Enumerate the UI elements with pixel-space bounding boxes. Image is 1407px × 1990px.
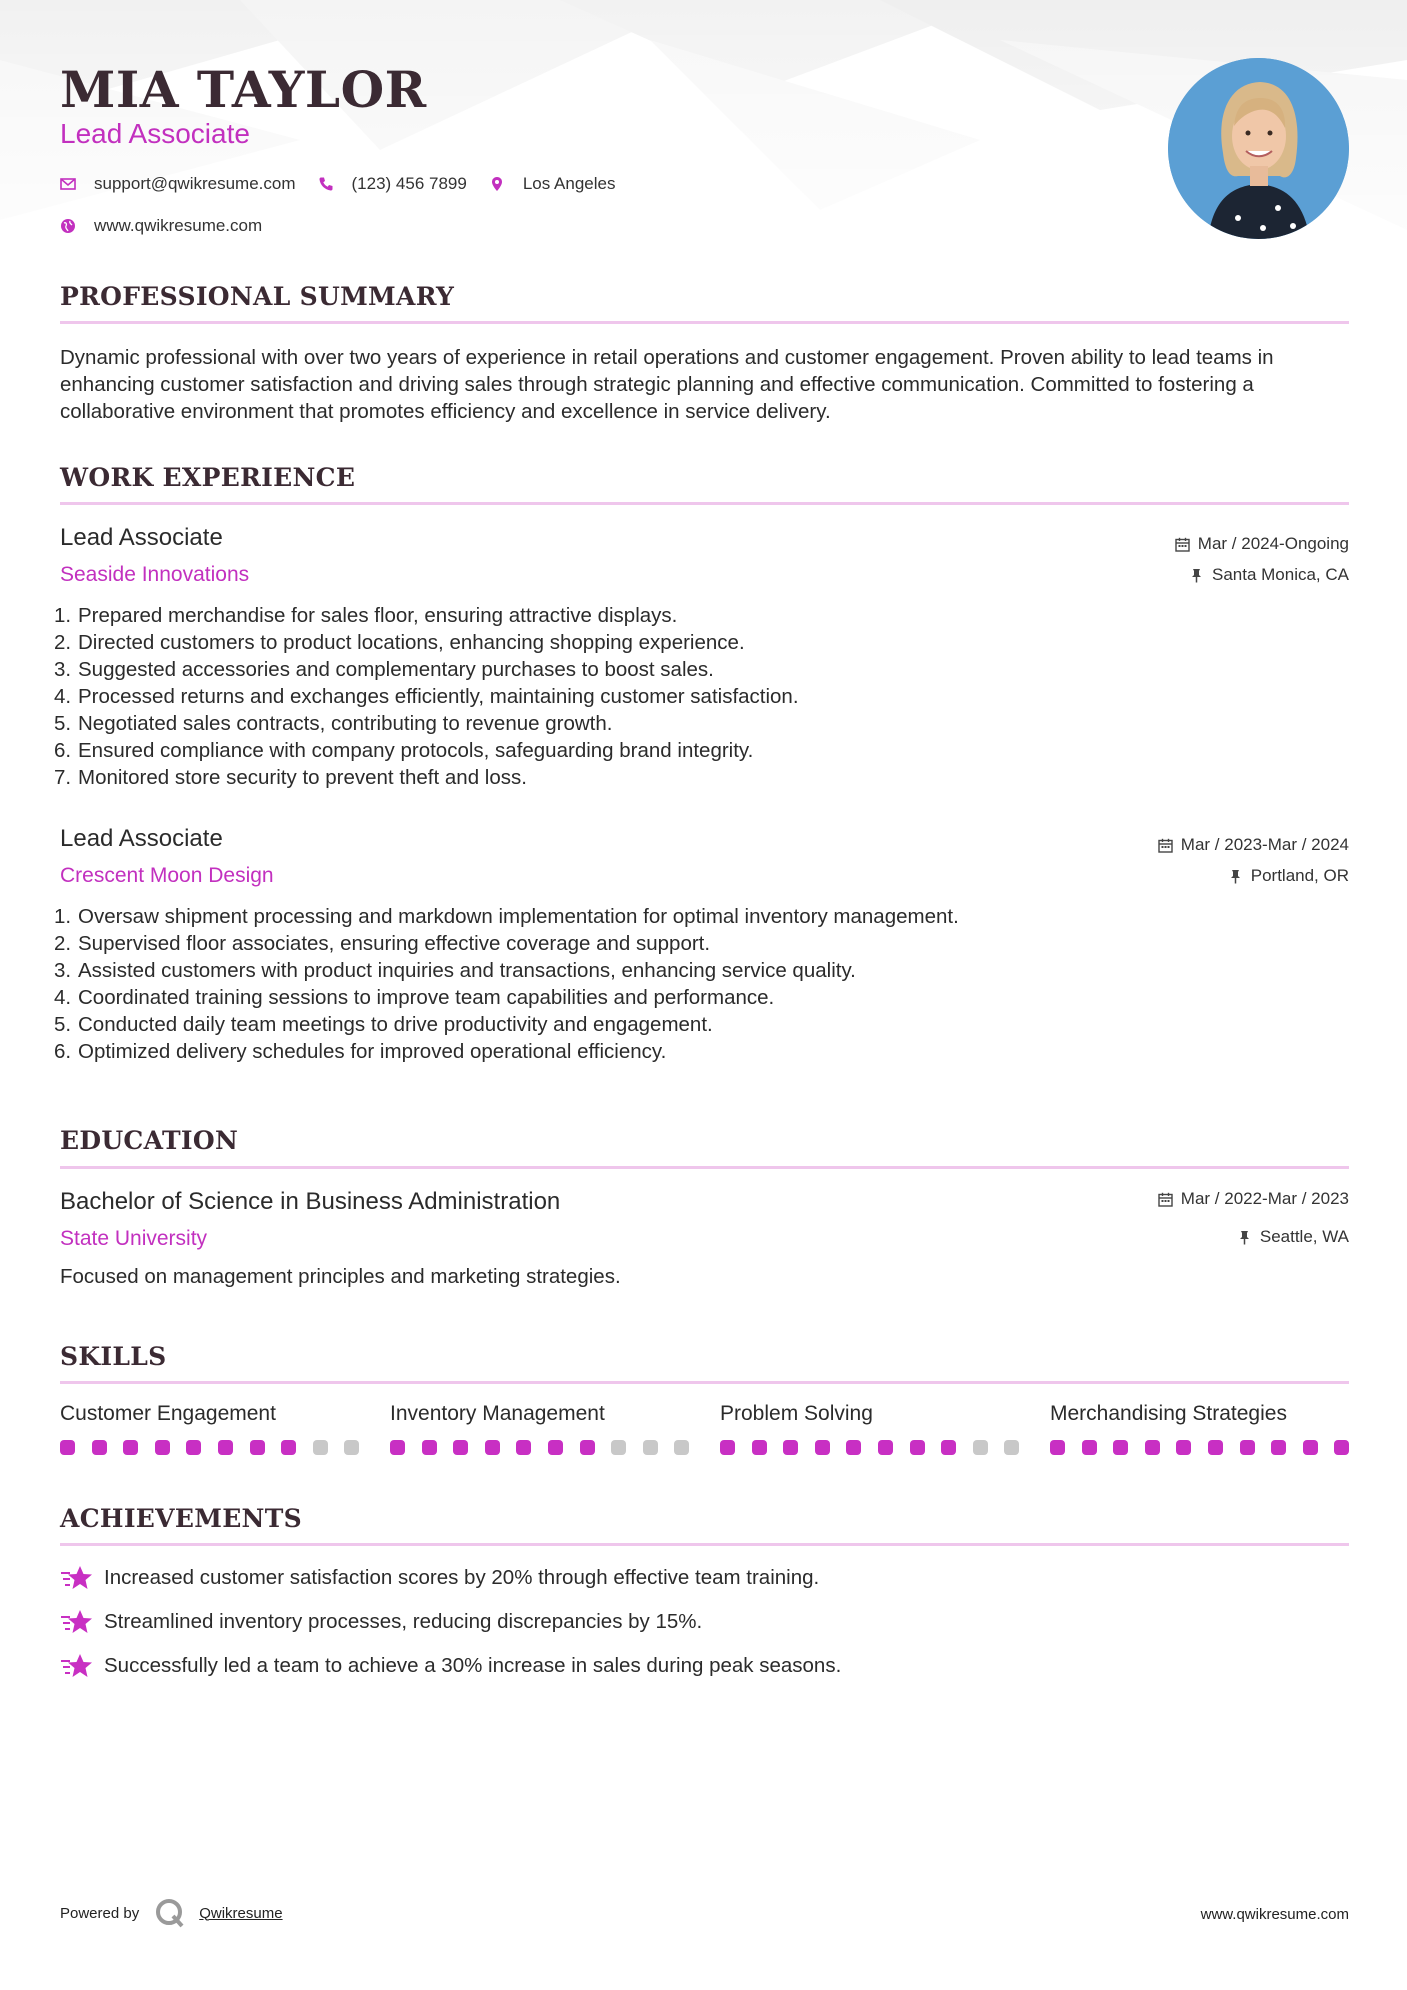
shooting-star-icon [60, 1652, 92, 1680]
list-item: 5. Negotiated sales contracts, contributing to revenue growth. [54, 712, 613, 735]
job-1-bullets [54, 602, 799, 791]
rating-dot-filled [548, 1440, 563, 1455]
rating-dot-filled [815, 1440, 830, 1455]
rating-dot-filled [720, 1440, 735, 1455]
list-item: 7. Monitored store security to prevent theft and loss. [54, 766, 527, 789]
rating-dot-filled [1113, 1440, 1128, 1455]
list-item: 5. Conducted daily team meetings to drive productivity and engagement. [54, 1013, 713, 1036]
rating-dot-empty [1004, 1440, 1019, 1455]
summary-title: PROFESSIONAL SUMMARY [60, 282, 455, 311]
rating-dot-filled [186, 1440, 201, 1455]
rating-dot-filled [218, 1440, 233, 1455]
rating-dot-filled [1240, 1440, 1255, 1455]
list-item: 1. Prepared merchandise for sales floor, ensuring attractive displays. [54, 604, 678, 627]
list-item: 2. Directed customers to product locations, enhancing shopping experience. [54, 631, 745, 654]
location-text: Los Angeles [522, 174, 616, 193]
list-item: 3. Suggested accessories and complementary purchases to boost sales. [54, 658, 714, 681]
pushpin-icon [1237, 1230, 1252, 1245]
skill-label: Problem Solving [720, 1402, 873, 1425]
skill-rating [60, 1440, 376, 1455]
rating-dot-filled [1271, 1440, 1286, 1455]
job-2-dates [1158, 835, 1349, 855]
list-item: 6. Ensured compliance with company protocols, safeguarding brand integrity. [54, 739, 754, 762]
education-school: State University [60, 1227, 208, 1250]
skill-rating [720, 1440, 1036, 1455]
list-item: 1. Oversaw shipment processing and markdown implementation for optimal inventory management. [54, 905, 959, 928]
skill-label: Merchandising Strategies [1050, 1402, 1287, 1425]
summary-text: Dynamic professional with over two years of experience in retail operations and customer engagement. Proven ability to lead teams in enhancing customer satisfaction and driving sales through strategic planning and effective communication. Committed to fostering a collaborative environment that promotes efficiency and excellence in service delivery. [60, 346, 1274, 423]
rating-dot-filled [485, 1440, 500, 1455]
rating-dot-filled [1176, 1440, 1191, 1455]
skill-rating [1050, 1440, 1366, 1455]
contact-email[interactable] [60, 174, 296, 194]
achievement-text: Streamlined inventory processes, reducing discrepancies by 15%. [104, 1610, 703, 1633]
rating-dot-filled [783, 1440, 798, 1455]
rating-dot-empty [973, 1440, 988, 1455]
powered-by-label: Powered by [60, 1904, 140, 1922]
envelope-icon [60, 176, 76, 192]
brand-link[interactable]: Qwikresume [199, 1904, 283, 1922]
job-1-dates-text: Mar / 2024-Ongoing [1197, 534, 1349, 553]
skills-divider [60, 1381, 1349, 1384]
footer-url[interactable]: www.qwikresume.com [1200, 1906, 1349, 1923]
rating-dot-filled [1145, 1440, 1160, 1455]
rating-dot-empty [674, 1440, 689, 1455]
calendar-icon [1175, 537, 1190, 552]
candidate-role: Lead Associate [60, 118, 250, 149]
website-text: www.qwikresume.com [94, 216, 263, 235]
experience-title: WORK EXPERIENCE [60, 463, 356, 492]
job-1-dates [1175, 534, 1349, 554]
rating-dot-filled [123, 1440, 138, 1455]
skill-item [390, 1402, 690, 1426]
rating-dot-filled [580, 1440, 595, 1455]
rating-dot-filled [941, 1440, 956, 1455]
rating-dot-empty [313, 1440, 328, 1455]
list-item: 3. Assisted customers with product inquiries and transactions, enhancing service quality. [54, 959, 856, 982]
skill-label: Inventory Management [390, 1402, 605, 1425]
rating-dot-empty [344, 1440, 359, 1455]
rating-dot-filled [281, 1440, 296, 1455]
profile-photo [1168, 58, 1349, 239]
contact-location [489, 174, 616, 194]
experience-divider [60, 502, 1349, 505]
rating-dot-filled [250, 1440, 265, 1455]
education-location [1237, 1227, 1349, 1247]
contact-row-2 [60, 216, 284, 236]
footer-powered-by [60, 1898, 283, 1928]
shooting-star-icon [60, 1608, 92, 1636]
achievements-divider [60, 1543, 1349, 1546]
rating-dot-filled [910, 1440, 925, 1455]
pushpin-icon [1189, 568, 1204, 583]
contact-row-1 [60, 174, 637, 194]
rating-dot-filled [1050, 1440, 1065, 1455]
rating-dot-filled [155, 1440, 170, 1455]
calendar-icon [1158, 838, 1173, 853]
skill-item [720, 1402, 1020, 1426]
job-1-location [1189, 565, 1349, 585]
shooting-star-icon [60, 1564, 92, 1592]
contact-phone[interactable] [318, 174, 467, 194]
rating-dot-filled [516, 1440, 531, 1455]
achievement-text: Increased customer satisfaction scores by 20% through effective team training. [104, 1566, 820, 1589]
list-item: 2. Supervised floor associates, ensuring effective coverage and support. [54, 932, 711, 955]
rating-dot-filled [1303, 1440, 1318, 1455]
skill-item [60, 1402, 360, 1426]
education-title: EDUCATION [60, 1126, 239, 1155]
candidate-name: MIA TAYLOR [60, 60, 427, 119]
job-2-location [1228, 866, 1349, 886]
rating-dot-filled [60, 1440, 75, 1455]
job-1-company: Seaside Innovations [60, 563, 250, 586]
education-location-text: Seattle, WA [1259, 1227, 1349, 1246]
qwikresume-logo-icon [155, 1898, 185, 1928]
phone-text: (123) 456 7899 [351, 174, 467, 193]
rating-dot-filled [846, 1440, 861, 1455]
rating-dot-filled [390, 1440, 405, 1455]
rating-dot-filled [422, 1440, 437, 1455]
achievement-item [60, 1564, 819, 1592]
skill-item [1050, 1402, 1350, 1426]
achievements-title: ACHIEVEMENTS [60, 1504, 302, 1533]
rating-dot-filled [1082, 1440, 1097, 1455]
contact-website[interactable] [60, 216, 262, 236]
rating-dot-filled [1334, 1440, 1349, 1455]
rating-dot-empty [643, 1440, 658, 1455]
job-2-dates-text: Mar / 2023-Mar / 2024 [1180, 835, 1349, 854]
list-item: 6. Optimized delivery schedules for improved operational efficiency. [54, 1040, 667, 1063]
list-item: 4. Processed returns and exchanges efficiently, maintaining customer satisfaction. [54, 685, 799, 708]
job-2-title: Lead Associate [60, 825, 223, 852]
rating-dot-filled [1208, 1440, 1223, 1455]
education-degree: Bachelor of Science in Business Administration [60, 1188, 561, 1215]
job-2-location-text: Portland, OR [1250, 866, 1349, 885]
achievement-text: Successfully led a team to achieve a 30% increase in sales during peak seasons. [104, 1654, 842, 1677]
skill-rating [390, 1440, 706, 1455]
list-item: 4. Coordinated training sessions to improve team capabilities and performance. [54, 986, 775, 1009]
skills-title: SKILLS [60, 1342, 167, 1371]
job-1-title: Lead Associate [60, 524, 223, 551]
skill-label: Customer Engagement [60, 1402, 276, 1425]
pushpin-icon [1228, 869, 1243, 884]
education-divider [60, 1166, 1349, 1169]
job-1-location-text: Santa Monica, CA [1211, 565, 1349, 584]
job-2-company: Crescent Moon Design [60, 864, 274, 887]
email-text: support@qwikresume.com [94, 174, 296, 193]
summary-divider [60, 321, 1349, 324]
rating-dot-empty [611, 1440, 626, 1455]
rating-dot-filled [453, 1440, 468, 1455]
map-pin-icon [489, 176, 505, 192]
education-dates-text: Mar / 2022-Mar / 2023 [1180, 1189, 1349, 1208]
job-2-bullets [54, 903, 959, 1065]
rating-dot-filled [92, 1440, 107, 1455]
rating-dot-filled [752, 1440, 767, 1455]
achievement-item [60, 1652, 841, 1680]
education-dates [1158, 1189, 1349, 1209]
globe-icon [60, 218, 76, 234]
calendar-icon [1158, 1192, 1173, 1207]
education-description: Focused on management principles and marketing strategies. [60, 1265, 621, 1288]
phone-icon [318, 176, 334, 192]
achievement-item [60, 1608, 702, 1636]
rating-dot-filled [878, 1440, 893, 1455]
